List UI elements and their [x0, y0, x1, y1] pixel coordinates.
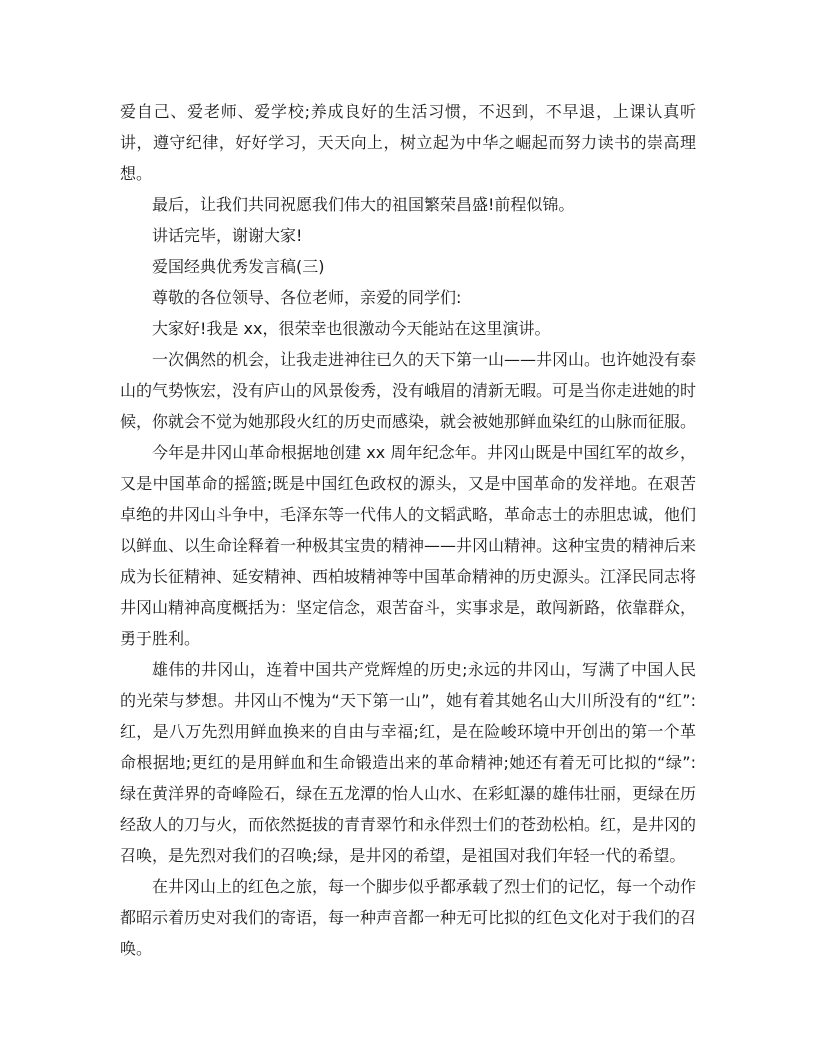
section-heading: 爱国经典优秀发言稿(三) [152, 257, 325, 276]
paragraph-9: 雄伟的井冈山，连着中国共产党辉煌的历史;永远的井冈山，写满了中国人民的光荣与梦想。井冈山不愧为“天下第一山”，她有着其她名山大川所没有的“红”:红，是八万先烈用鲜血换来的自由与幸福;红，是在险峻环境中开创出的第一个革命根据地;更红的是用鲜血和生命锻造出来的革命精神;她还有着无可比拟的“绿”:绿在黄洋界的奇峰险石，绿在五龙潭的怡人山水、在彩虹瀑的雄伟壮丽，更绿在历经敌人的刀与火，而依然挺拔的青青翠竹和永伴烈士们的苍劲松柏。红，是井冈的召唤，是先烈对我们的召唤;绿，是井冈的希望，是祖国对我们年轻一代的希望。 [120, 660, 697, 865]
paragraph-7: 一次偶然的机会，让我走进神往已久的天下第一山——井冈山。也许她没有泰山的气势恢宏，没有庐山的风景俊秀，没有峨眉的清新无暇。可是当你走进她的时候，你就会不觉为她那段火红的历史而感染，就会被她那鲜血染红的山脉而征服。 [120, 350, 697, 431]
paragraph-3: 讲话完毕，谢谢大家! [152, 226, 303, 245]
paragraph-8: 今年是井冈山革命根据地创建 xx 周年纪念年。井冈山既是中国红军的故乡，又是中国革命的摇篮;既是中国红色政权的源头，又是中国革命的发祥地。在艰苦卓绝的井冈山斗争中，毛泽东等一代伟人的文韬武略，革命志士的赤胆忠诚，他们以鲜血、以生命诠释着一种极其宝贵的精神——井冈山精神。这种宝贵的精神后来成为长征精神、延安精神、西柏坡精神等中国革命精神的历史源头。江泽民同志将井冈山精神高度概括为：坚定信念，艰苦奋斗，实事求是，敢闯新路，依靠群众，勇于胜利。 [120, 443, 697, 648]
paragraph-10: 在井冈山上的红色之旅，每一个脚步似乎都承载了烈士们的记忆，每一个动作都昭示着历史对我们的寄语，每一种声音都一种无可比拟的红色文化对于我们的召唤。 [120, 877, 697, 958]
paragraph-greeting: 大家好!我是 xx，很荣幸也很激动今天能站在这里演讲。 [152, 319, 551, 338]
document-body [120, 96, 696, 964]
paragraph-1: 爱自己、爱老师、爱学校;养成良好的生活习惯，不迟到，不早退，上课认真听讲，遵守纪律，好好学习，天天向上，树立起为中华之崛起而努力读书的崇高理想。 [120, 102, 696, 183]
paragraph-2: 最后，让我们共同祝愿我们伟大的祖国繁荣昌盛!前程似锦。 [152, 195, 575, 214]
salutation: 尊敬的各位领导、各位老师，亲爱的同学们: [152, 288, 462, 307]
